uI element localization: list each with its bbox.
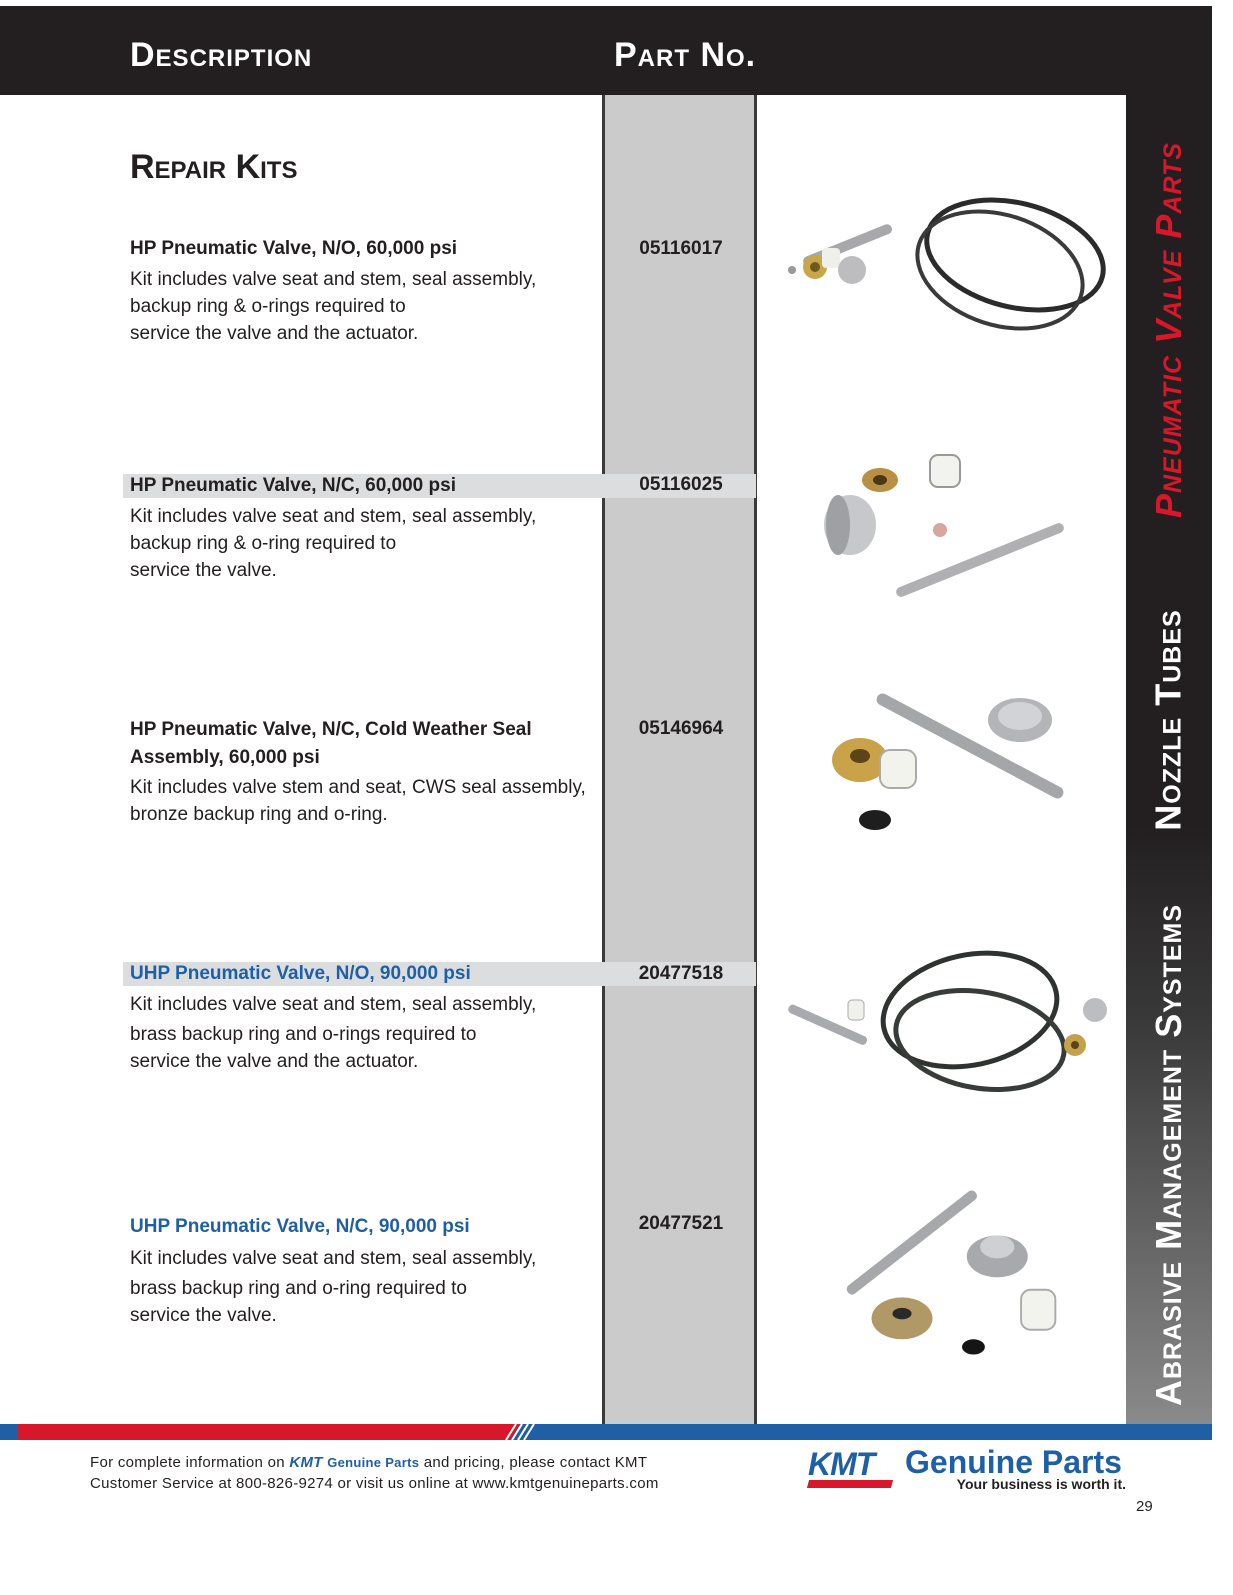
- description-column-header: Description: [130, 36, 313, 74]
- kmt-brand-inline: KMT: [289, 1454, 323, 1471]
- kmt-genuine-parts-logo: [808, 1446, 1128, 1494]
- footer-stripe: [0, 1424, 1212, 1440]
- footer-line-2: Customer Service at 800-826-9274 or visit us online at www.kmtgenuineparts.com: [90, 1475, 659, 1492]
- item-description: [130, 503, 590, 584]
- tab-abrasive-management-systems[interactable]: [1126, 885, 1212, 1425]
- part-number: 05146964: [638, 718, 724, 739]
- title-line: HP Pneumatic Valve, N/C, Cold Weather Seal: [130, 719, 532, 740]
- part-number: 20477518: [638, 963, 724, 984]
- part-number: 05116025: [639, 474, 723, 495]
- item-description: [130, 1245, 590, 1329]
- desc-line: Kit includes valve seat and stem, seal assembly,: [130, 994, 537, 1015]
- item-title: [130, 716, 580, 772]
- footer-line-1: [90, 1452, 659, 1473]
- logo-kmt: KMT: [808, 1446, 875, 1482]
- desc-line: service the valve.: [130, 1305, 277, 1326]
- desc-line: service the valve and the actuator.: [130, 1051, 419, 1072]
- desc-line: service the valve.: [130, 560, 277, 581]
- tab-label: Nozzle Tubes: [1148, 609, 1190, 831]
- footer-text-suffix: and pricing, please contact KMT: [423, 1454, 648, 1471]
- footer-text-prefix: For complete information on: [90, 1454, 285, 1471]
- repair-kit-photo: [770, 170, 1115, 370]
- part-number: 05116017: [639, 238, 723, 259]
- tab-label: Pneumatic Valve Parts: [1148, 141, 1190, 519]
- tab-nozzle-tubes[interactable]: [1126, 585, 1212, 855]
- desc-line: Kit includes valve stem and seat, CWS seal assembly,: [130, 777, 586, 798]
- tab-pneumatic-valve-parts[interactable]: [1126, 95, 1212, 565]
- item-description: [130, 991, 590, 1075]
- repair-kit-photo: [770, 440, 1115, 640]
- desc-line: Kit includes valve seat and stem, seal assembly,: [130, 506, 537, 527]
- logo-tagline: Your business is worth it.: [956, 1476, 1126, 1492]
- desc-line: backup ring & o-rings required to: [130, 296, 406, 317]
- part-number-column-header: Part No.: [614, 36, 757, 74]
- item-title: HP Pneumatic Valve, N/O, 60,000 psi: [130, 238, 458, 259]
- tab-label: Abrasive Management Systems: [1148, 903, 1190, 1407]
- item-title: UHP Pneumatic Valve, N/C, 90,000 psi: [130, 1216, 470, 1237]
- logo-genuine-parts: Genuine Parts: [905, 1444, 1122, 1480]
- desc-line: backup ring & o-ring required to: [130, 533, 397, 554]
- repair-kit-photo: [770, 930, 1115, 1130]
- footer-contact-text: [90, 1452, 659, 1494]
- title-line: Assembly, 60,000 psi: [130, 747, 320, 768]
- desc-line: Kit includes valve seat and stem, seal assembly,: [130, 1248, 537, 1269]
- section-title: Repair Kits: [130, 148, 298, 186]
- page-number: 29: [1136, 1498, 1153, 1515]
- item-description: [130, 266, 590, 347]
- desc-line: brass backup ring and o-ring required to: [130, 1278, 467, 1299]
- part-number: 20477521: [638, 1213, 724, 1234]
- repair-kit-photo: [770, 680, 1115, 880]
- desc-line: brass backup ring and o-rings required to: [130, 1024, 477, 1045]
- desc-line: service the valve and the actuator.: [130, 323, 419, 344]
- section-tabs: [1126, 95, 1212, 1425]
- genuine-parts-inline: Genuine Parts: [327, 1455, 420, 1470]
- desc-line: bronze backup ring and o-ring.: [130, 804, 388, 825]
- item-title: UHP Pneumatic Valve, N/O, 90,000 psi: [130, 963, 471, 984]
- repair-kit-photo: [770, 1185, 1115, 1385]
- item-title: HP Pneumatic Valve, N/C, 60,000 psi: [130, 475, 456, 496]
- desc-line: Kit includes valve seat and stem, seal assembly,: [130, 269, 537, 290]
- table-header: [0, 6, 1212, 95]
- item-description: [130, 774, 590, 828]
